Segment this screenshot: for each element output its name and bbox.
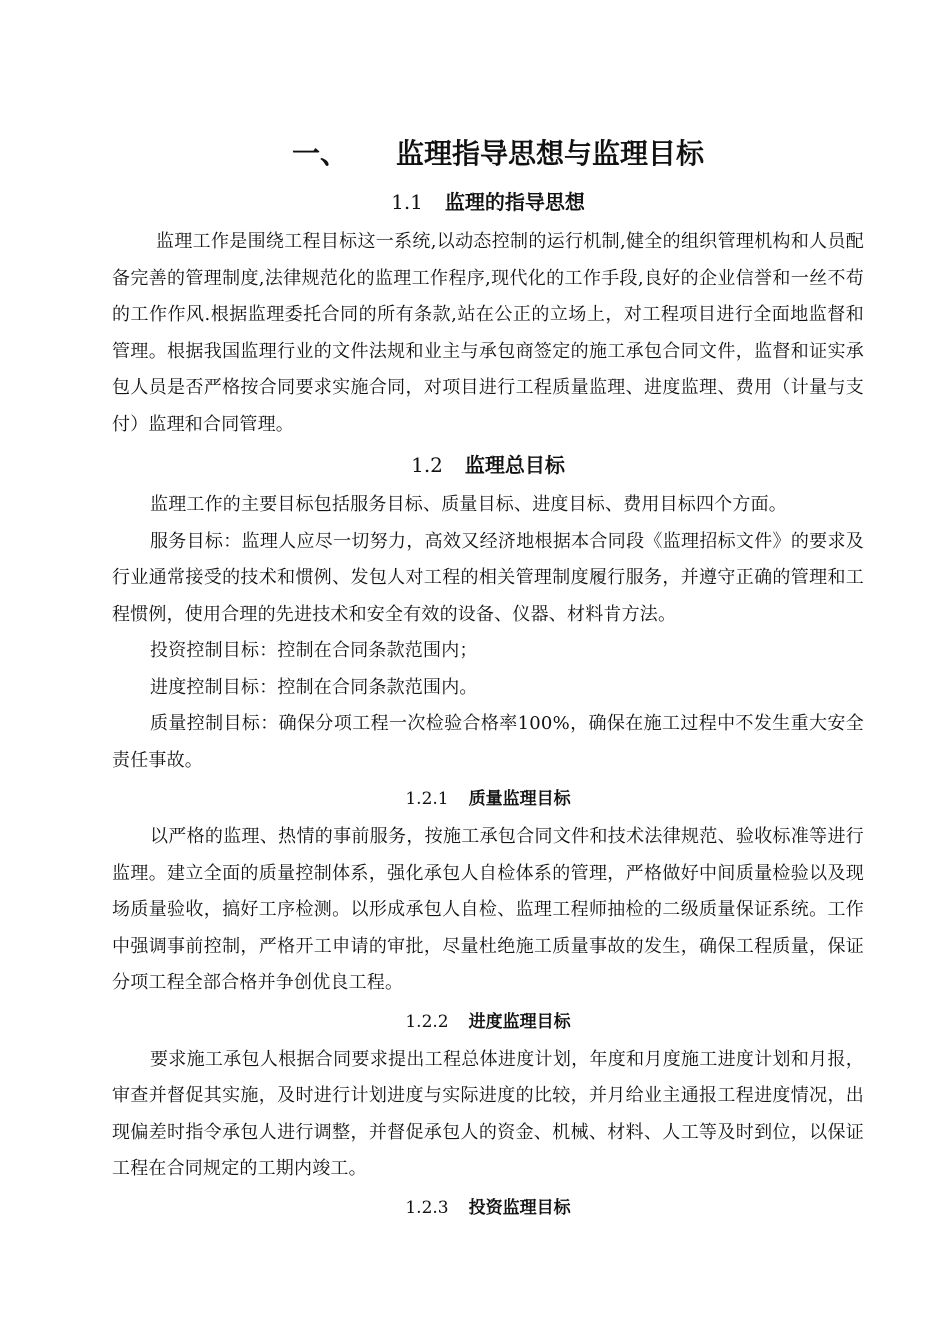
subsection-heading-1-2-2 [112, 1002, 864, 1042]
document-page [112, 128, 864, 1228]
section-title: 监理总目标 [464, 453, 565, 477]
paragraph-investment-goal: 投资控制目标：控制在合同条款范围内； [150, 640, 478, 661]
subsection-number: 1.2.2 [405, 1011, 449, 1032]
paragraph-guiding-ideology: 监理工作是围绕工程目标这一系统,以动态控制的运行机制,健全的组织管理机构和人员配备完善的管理制度,法律规范化的监理工作程序,现代化的工作手段,良好的企业信誉和一丝不苟的工作作风.根据监理委托合同的所有条款,站在公正的立场上，对工程项目进行全面地监督和管理。根据我国监理行业的文件法规和业主与承包商签定的施工承包合同文件，监督和证实承包人员是否严格按合同要求实施合同，对项目进行工程质量监理、进度监理、费用（计量与支付）监理和合同管理。 [112, 231, 864, 435]
section-title: 监理的指导思想 [444, 190, 585, 214]
subsection-heading-1-2-1 [112, 779, 864, 819]
section-heading-1-1 [112, 180, 864, 224]
chapter-number: 一、 [291, 137, 348, 170]
subsection-title: 进度监理目标 [468, 1011, 571, 1032]
section-heading-1-2 [112, 443, 864, 487]
paragraph-main-goals: 监理工作的主要目标包括服务目标、质量目标、进度目标、费用目标四个方面。 [150, 494, 787, 515]
paragraph-service-goal: 服务目标：监理人应尽一切努力，高效又经济地根据本合同段《监理招标文件》的要求及行业通常接受的技术和惯例、发包人对工程的相关管理制度履行服务，并遵守正确的管理和工程惯例，使用合理的先进技术和安全有效的设备、仪器、材料肯方法。 [112, 530, 864, 625]
subsection-number: 1.2.3 [405, 1197, 449, 1218]
subsection-title: 质量监理目标 [468, 789, 571, 809]
paragraph-progress-supervision: 要求施工承包人根据合同要求提出工程总体进度计划，年度和月度施工进度计划和月报，审查并督促其实施，及时进行计划进度与实际进度的比较，并月给业主通报工程进度情况，出现偏差时指令承包人进行调整，并督促承包人的资金、机械、材料、人工等及时到位，以保证工程在合同规定的工期内竣工。 [112, 1048, 864, 1179]
subsection-heading-1-2-3 [112, 1188, 864, 1228]
paragraph-quality-supervision: 以严格的监理、热情的事前服务，按施工承包合同文件和技术法律规范、验收标准等进行监理。建立全面的质量控制体系，强化承包人自检体系的管理，严格做好中间质量检验以及现场质量验收，搞好工序检测。以形成承包人自检、监理工程师抽检的二级质量保证系统。工作中强调事前控制，严格开工申请的审批，尽量杜绝施工质量事故的发生，确保工程质量，保证分项工程全部合格并争创优良工程。 [112, 826, 864, 993]
chapter-heading [112, 128, 864, 180]
paragraph-progress-goal: 进度控制目标：控制在合同条款范围内。 [150, 676, 478, 698]
subsection-title: 投资监理目标 [468, 1197, 571, 1218]
section-number: 1.1 [391, 190, 423, 214]
subsection-number: 1.2.1 [405, 789, 449, 809]
section-number: 1.2 [411, 453, 443, 477]
chapter-title: 监理指导思想与监理目标 [396, 137, 705, 170]
paragraph-quality-goal: 质量控制目标：确保分项工程一次检验合格率100%，确保在施工过程中不发生重大安全责任事故。 [112, 713, 864, 771]
